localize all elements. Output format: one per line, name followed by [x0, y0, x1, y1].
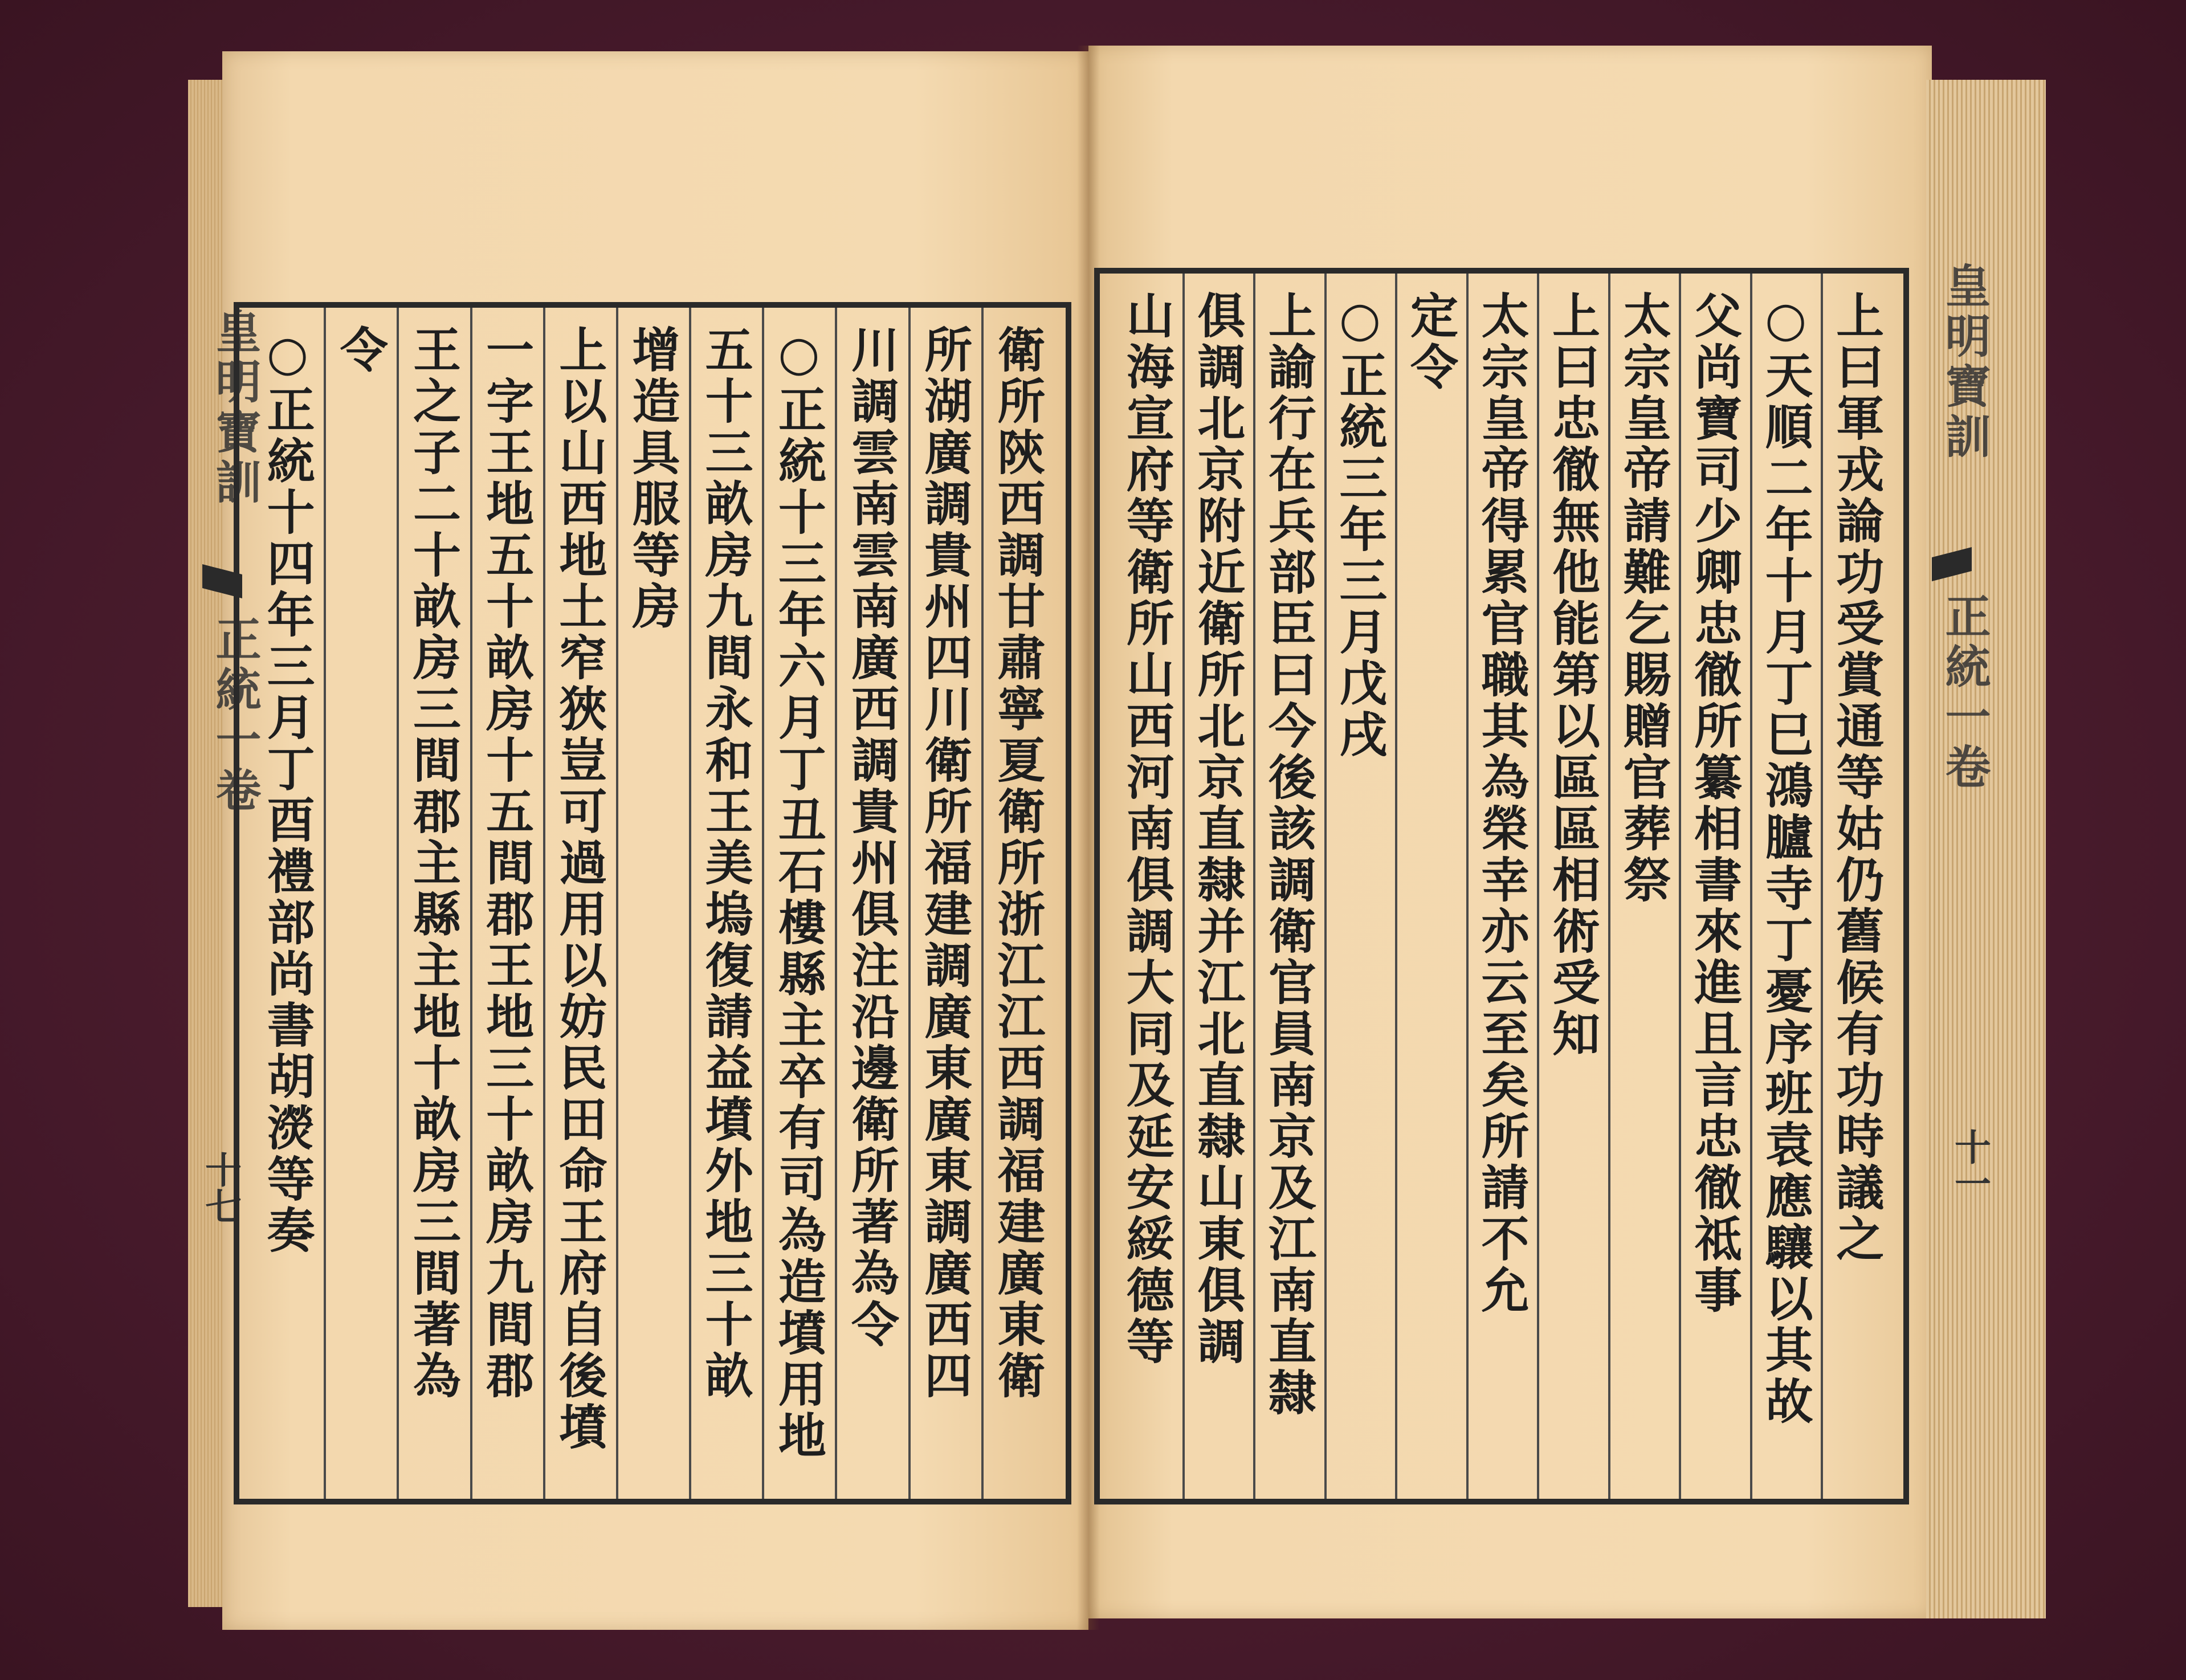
left-running-title: 皇明寶訓: [208, 308, 262, 508]
column-rule: [543, 308, 545, 1499]
column-rule: [1750, 274, 1752, 1499]
text-column: 上以山西地土窄狹豈可過用以妨民田命王府自後墳: [551, 325, 608, 1453]
text-column: 所湖廣調貴州四川衛所福建調廣東廣東調廣西四: [916, 325, 973, 1402]
text-column: 定令: [1402, 291, 1459, 393]
text-column: 王之子二十畝房三間郡主縣主地十畝房三間著為: [405, 325, 462, 1402]
text-column: ○正統十四年三月丁酉禮部尚書胡濙等奏: [259, 325, 316, 1257]
text-column: ○天順二年十月丁巳鴻臚寺丁憂序班袁應驤以其故: [1757, 291, 1814, 1428]
text-column: 一字王地五十畝房十五間郡王地三十畝房九間郡: [478, 325, 535, 1402]
column-rule: [324, 308, 326, 1499]
column-rule: [1821, 274, 1823, 1499]
right-leaf-number: 十一: [1948, 1128, 1991, 1201]
text-column: ○正統三年三月戊戌: [1331, 291, 1388, 761]
column-rule: [616, 308, 618, 1499]
right-running-title: 皇明寶訓: [1938, 262, 1991, 463]
text-column: 上曰忠徹無他能第以區區相術受知: [1544, 291, 1601, 1060]
column-rule: [470, 308, 472, 1499]
column-rule: [689, 308, 691, 1499]
column-rule: [908, 308, 911, 1499]
column-rule: [1608, 274, 1610, 1499]
text-column: 五十三畝房九間永和王美塢復請益墳外地三十畝: [698, 325, 755, 1402]
column-rule: [981, 308, 984, 1499]
column-rule: [1537, 274, 1539, 1499]
left-leaf-number: 十七: [199, 1151, 242, 1224]
text-column: 衛所陝西調甘肅寧夏衛所浙江江西調福建廣東衛: [989, 325, 1046, 1402]
text-column: 上曰軍戎論功受賞通等姑仍舊候有功時議之: [1828, 291, 1885, 1265]
column-rule: [1395, 274, 1397, 1499]
text-column: 川調雲南雲南廣西調貴州俱注沿邊衛所著為令: [843, 325, 900, 1351]
text-column: 山海宣府等衛所山西河南俱調大同及延安綏德等: [1119, 291, 1176, 1368]
column-rule: [1679, 274, 1681, 1499]
column-rule: [397, 308, 399, 1499]
column-rule: [1253, 274, 1255, 1499]
column-rule: [835, 308, 837, 1499]
column-rule: [762, 308, 764, 1499]
text-column: 太宗皇帝得累官職其為榮幸亦云至矣所請不允: [1474, 291, 1530, 1316]
column-rule: [1182, 274, 1185, 1499]
text-column: 增造具服等房: [625, 325, 681, 633]
text-column: 上諭行在兵部臣曰今後該調衛官員南京及江南直隸: [1261, 291, 1318, 1419]
text-column: 太宗皇帝請難乞賜贈官葬祭: [1616, 291, 1673, 906]
text-column: ○正統十三年六月丁丑石樓縣主卒有司為造墳用地: [770, 325, 827, 1462]
text-column: 俱調北京附近衛所北京直隸并江北直隸山東俱調: [1189, 291, 1246, 1368]
text-column: 父尚寶司少卿忠徹所纂相書來進且言忠徹祗事: [1686, 291, 1743, 1316]
column-rule: [1466, 274, 1469, 1499]
left-text-frame: [234, 302, 1071, 1504]
column-rule: [1324, 274, 1327, 1499]
right-reign-label: 正統一卷: [1938, 593, 1991, 793]
left-reign-label: 正統一卷: [208, 615, 262, 816]
text-column: 令: [332, 325, 389, 376]
right-text-frame: [1094, 268, 1909, 1504]
